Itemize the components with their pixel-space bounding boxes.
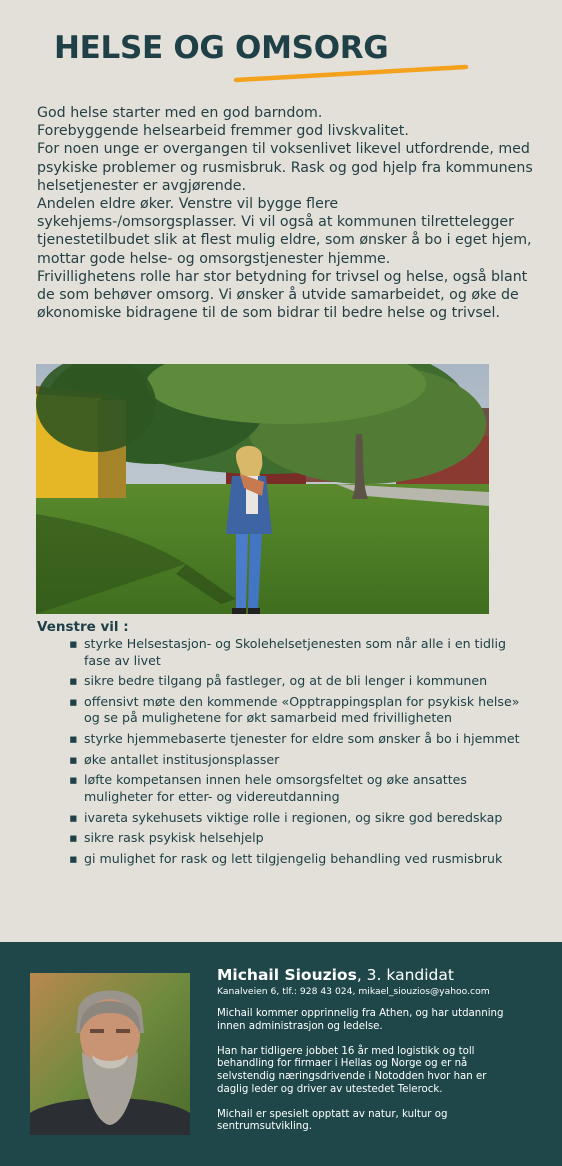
list-item-text: styrke Helsestasjon- og Skolehelsetjenesten som når alle i en tidlig fase av livet: [84, 636, 506, 668]
bullet-icon: ▪: [69, 851, 78, 866]
bullet-icon: ▪: [69, 772, 78, 788]
candidate-rank: , 3. kandidat: [356, 966, 454, 984]
list-item: [67, 636, 527, 669]
page-title: HELSE OG OMSORG: [54, 30, 389, 66]
bullet-icon: ▪: [69, 673, 78, 689]
bullet-icon: ▪: [69, 751, 78, 767]
intro-paragraph: Andelen eldre øker. Venstre vil bygge flere sykehjems-/omsorgsplasser. Vi vil også at kommunen tilrettelegger tjenestetilbudet slik at flest mulig eldre, som ønsker å bo i eget hjem, mottar gode helse- og omsorgstjenester hjemme.: [37, 196, 532, 267]
candidate-contact: Kanalveien 6, tlf.: 928 43 024, mikael_siouzios@yahoo.com: [217, 986, 490, 997]
venstre-vil-list: [67, 636, 527, 872]
candidate-heading: [217, 966, 454, 984]
list-item-text: ivareta sykehusets viktige rolle i regionen, og sikre god beredskap: [84, 809, 503, 825]
list-item-text: offensivt møte den kommende «Opptrappingsplan for psykisk helse» og se på mulighetene for økt samarbeid med frivilligheten: [84, 693, 520, 726]
list-item: [67, 851, 527, 868]
list-item: [67, 731, 527, 748]
intro-text: [37, 104, 537, 322]
intro-paragraph: God helse starter med en god barndom.: [37, 105, 323, 121]
bio-paragraph: Michail er spesielt opptatt av natur, kultur og sentrumsutvikling.: [217, 1108, 448, 1133]
bullet-icon: ▪: [69, 731, 78, 747]
list-item-text: styrke hjemmebaserte tjenester for eldre som ønsker å bo i hjemmet: [84, 731, 520, 747]
bullet-icon: ▪: [69, 636, 78, 651]
list-item: [67, 772, 527, 805]
candidate-bio: [217, 1008, 517, 1147]
photo-woman-in-park: [36, 364, 489, 614]
bio-paragraph: Michail kommer opprinnelig fra Athen, og har utdanning innen administrasjon og ledelse.: [217, 1008, 504, 1032]
candidate-portrait: [30, 973, 190, 1135]
intro-paragraph: For noen unge er overgangen til voksenlivet likevel utfordrende, med psykiske problemer og rusmisbruk. Rask og god hjelp fra kommunens helsetjenester er avgjørende.: [37, 141, 533, 194]
bio-paragraph: Han har tidligere jobbet 16 år med logistikk og toll behandling for firmaer i Hellas og Norge og er nå selvstendig næringsdrivende i Notodden hvor han er daglig leder og driver av utestedet Telerock.: [217, 1045, 487, 1095]
list-item: [67, 830, 527, 847]
candidate-footer: [0, 942, 562, 1166]
list-item: [67, 694, 527, 727]
list-item: [67, 752, 527, 769]
list-item: [67, 810, 527, 827]
title-underline-decoration: [232, 63, 470, 87]
list-item-text: øke antallet institusjonsplasser: [84, 751, 280, 767]
list-item: [67, 673, 527, 690]
bullet-icon: ▪: [69, 693, 78, 709]
candidate-name: Michail Siouzios: [217, 966, 357, 984]
intro-paragraph: Frivillighetens rolle har stor betydning for trivsel og helse, også blant de som behøver omsorg. Vi ønsker å utvide samarbeidet, og øke de økonomiske bidragene til de som bidrar til bedre helse og trivsel.: [37, 268, 528, 322]
bullet-icon: ▪: [69, 809, 78, 825]
list-item-text: sikre rask psykisk helsehjelp: [84, 830, 264, 846]
intro-paragraph: Forebyggende helsearbeid fremmer god livskvalitet.: [37, 123, 409, 140]
list-item-text: gi mulighet for rask og lett tilgjengelig behandling ved rusmisbruk: [84, 851, 503, 866]
list-item-text: løfte kompetansen innen hele omsorgsfeltet og øke ansattes muligheter for etter- og videreutdanning: [84, 772, 467, 804]
bullet-icon: ▪: [69, 830, 78, 846]
venstre-vil-heading: Venstre vil :: [37, 619, 129, 635]
list-item-text: sikre bedre tilgang på fastleger, og at de bli lenger i kommunen: [84, 673, 488, 689]
